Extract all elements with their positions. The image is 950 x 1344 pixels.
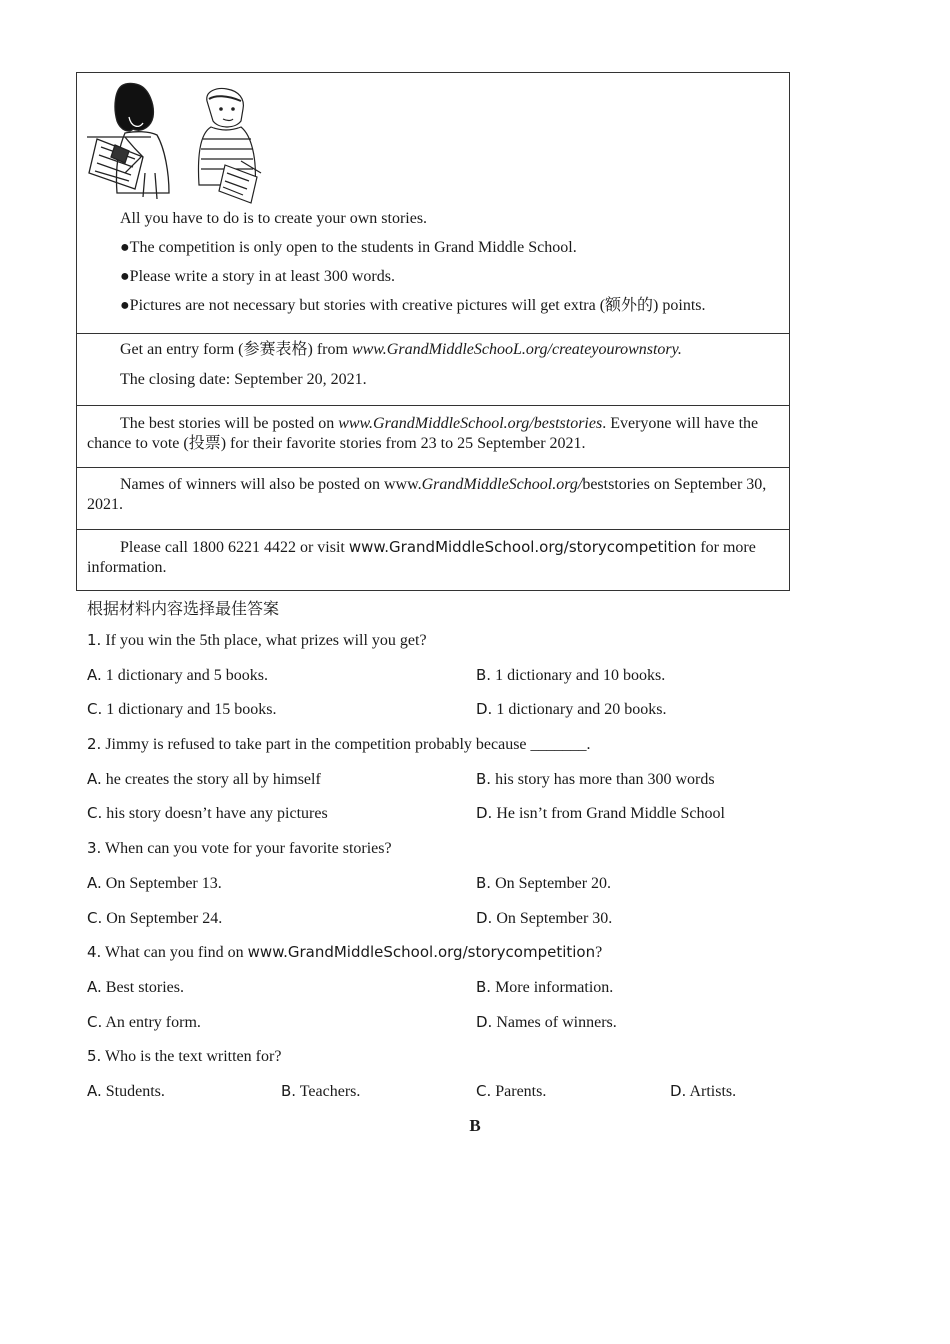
option-text: he creates the story all by himself: [101, 771, 321, 788]
option-text: Parents.: [491, 1083, 547, 1100]
winners-paragraph: [87, 475, 779, 515]
entry-form-url: www.GrandMiddleSchooL.org/createyourownstory.: [351, 341, 682, 358]
notice-entry-section: [77, 334, 789, 406]
option-text: 1 dictionary and 10 books.: [491, 667, 666, 684]
option-letter: D.: [476, 804, 493, 822]
option-letter: C.: [87, 1013, 103, 1031]
q5-option-d[interactable]: [670, 1081, 736, 1102]
voting-text-post: . Everyone will have the chance to vote (投票) for their favorite stories from 23 to 25 September 2021.: [87, 415, 759, 452]
competition-notice: [76, 72, 790, 591]
q2-option-d[interactable]: [476, 803, 725, 824]
q5-option-a[interactable]: [87, 1081, 165, 1102]
q3-option-d[interactable]: [476, 908, 612, 929]
option-letter: D.: [476, 700, 493, 718]
option-text: On September 13.: [101, 875, 222, 892]
option-letter: D.: [476, 1013, 493, 1031]
option-letter: B.: [476, 874, 492, 892]
question-text-end: ?: [595, 944, 603, 961]
students-writing-illustration: [85, 77, 275, 205]
question-url: www.GrandMiddleSchool.org/storycompetition: [247, 943, 596, 961]
option-text: Best stories.: [101, 979, 184, 996]
option-text: his story doesn’t have any pictures: [102, 805, 328, 822]
option-text: He isn’t from Grand Middle School: [492, 805, 725, 822]
rule-open-to-students: ●The competition is only open to the students in Grand Middle School.: [120, 239, 577, 256]
notice-rules-section: [77, 73, 789, 334]
notice-winners-section: [77, 468, 789, 530]
question-4: [87, 942, 602, 963]
option-text: On September 20.: [491, 875, 612, 892]
q5-option-b[interactable]: [281, 1081, 360, 1102]
q4-option-d[interactable]: [476, 1012, 617, 1033]
option-text: Students.: [101, 1083, 165, 1100]
contact-text-post: for more information.: [87, 539, 756, 576]
question-text: Who is the text written for?: [101, 1048, 282, 1065]
question-text: What can you find on: [101, 944, 248, 961]
option-text: his story has more than 300 words: [491, 771, 715, 788]
option-text: 1 dictionary and 15 books.: [102, 701, 277, 718]
option-text: 1 dictionary and 20 books.: [492, 701, 667, 718]
q4-option-a[interactable]: [87, 977, 184, 998]
option-text: Teachers.: [296, 1083, 361, 1100]
option-text: Names of winners.: [492, 1014, 617, 1031]
option-letter: D.: [476, 909, 493, 927]
option-letter: A.: [87, 1082, 102, 1100]
option-letter: A.: [87, 978, 102, 996]
question-2: [87, 734, 591, 755]
question-3: [87, 838, 392, 859]
winners-text-pre: Names of winners will also be posted on www.: [120, 476, 422, 493]
instruction-text: 根据材料内容选择最佳答案: [87, 601, 280, 618]
question-text: When can you vote for your favorite stories?: [101, 840, 392, 857]
rule-word-count: ●Please write a story in at least 300 words.: [120, 268, 395, 285]
entry-form-text: Get an entry form (参赛表格) from: [120, 341, 352, 358]
option-letter: B.: [476, 978, 492, 996]
q2-option-c[interactable]: [87, 803, 328, 824]
question-number: 1.: [87, 631, 102, 649]
q1-option-b[interactable]: [476, 665, 665, 686]
option-text: More information.: [491, 979, 614, 996]
q4-option-c[interactable]: [87, 1012, 201, 1033]
q3-option-a[interactable]: [87, 873, 222, 894]
contact-text-pre: Please call 1800 6221 4422 or visit: [120, 539, 349, 556]
question-text: Jimmy is refused to take part in the competition probably because _______.: [101, 736, 591, 753]
question-5: [87, 1046, 281, 1067]
option-text: An entry form.: [102, 1014, 201, 1031]
entry-form-line: [87, 340, 779, 370]
option-text: On September 30.: [492, 910, 613, 927]
section-label-b: B: [469, 1116, 481, 1135]
question-number: 5.: [87, 1047, 102, 1065]
option-letter: C.: [87, 909, 103, 927]
notice-intro: All you have to do is to create your own stories.: [120, 210, 428, 227]
q2-option-a[interactable]: [87, 769, 321, 790]
q1-option-a[interactable]: [87, 665, 268, 686]
option-letter: A.: [87, 874, 102, 892]
story-competition-url: www.GrandMiddleSchool.org/storycompetition: [348, 538, 697, 556]
voting-text-pre: The best stories will be posted on: [120, 415, 339, 432]
best-stories-url: www.GrandMiddleSchool.org/beststories: [338, 415, 603, 432]
q4-option-b[interactable]: [476, 977, 613, 998]
question-number: 4.: [87, 943, 102, 961]
notice-contact-section: [77, 530, 789, 590]
option-letter: B.: [281, 1082, 297, 1100]
option-letter: A.: [87, 666, 102, 684]
q1-option-c[interactable]: [87, 699, 276, 720]
question-number: 2.: [87, 735, 102, 753]
winners-url: GrandMiddleSchool.org/: [421, 476, 583, 493]
winners-text-post: beststories on September 30, 2021.: [87, 476, 767, 513]
option-text: 1 dictionary and 5 books.: [101, 667, 268, 684]
option-letter: B.: [476, 666, 492, 684]
q2-option-b[interactable]: [476, 769, 715, 790]
q3-option-b[interactable]: [476, 873, 611, 894]
contact-paragraph: [87, 537, 779, 578]
q1-option-d[interactable]: [476, 699, 667, 720]
q5-option-c[interactable]: [476, 1081, 546, 1102]
notice-voting-section: [77, 406, 789, 468]
option-letter: D.: [670, 1082, 687, 1100]
option-letter: B.: [476, 770, 492, 788]
option-letter: C.: [476, 1082, 492, 1100]
option-text: Artists.: [686, 1083, 737, 1100]
q3-option-c[interactable]: [87, 908, 222, 929]
option-letter: A.: [87, 770, 102, 788]
closing-date: The closing date: September 20, 2021.: [120, 371, 367, 388]
question-1: [87, 630, 427, 651]
option-letter: C.: [87, 700, 103, 718]
question-number: 3.: [87, 839, 102, 857]
option-text: On September 24.: [102, 910, 223, 927]
question-text: If you win the 5th place, what prizes will you get?: [101, 632, 427, 649]
rule-pictures: ●Pictures are not necessary but stories with creative pictures will get extra (额外的) points.: [120, 297, 706, 314]
option-letter: C.: [87, 804, 103, 822]
voting-paragraph: [87, 414, 779, 454]
